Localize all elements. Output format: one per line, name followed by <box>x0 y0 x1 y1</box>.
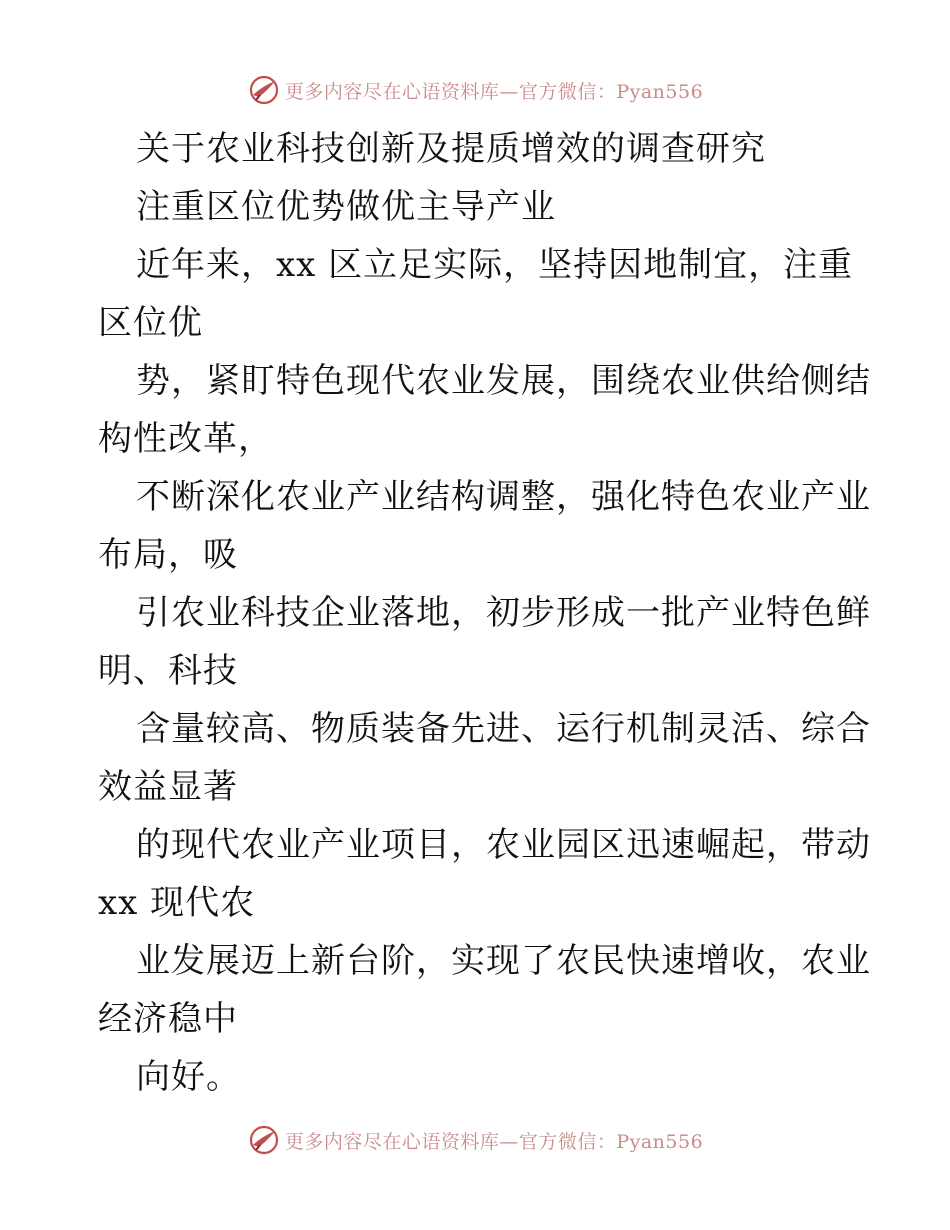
paragraph-line: 区位优 <box>98 303 203 343</box>
paragraph-line: 含量较高、物质装备先进、运行机制灵活、综合 <box>136 709 871 749</box>
paragraph-line: 近年来，xx 区立足实际，坚持因地制宜，注重 <box>136 245 854 285</box>
paragraph-line: 的现代农业产业项目，农业园区迅速崛起，带动 <box>136 825 871 865</box>
section-heading: 注重区位优势做优主导产业 <box>136 187 556 227</box>
paragraph-line: xx 现代农 <box>98 883 256 923</box>
paragraph-line: 构性改革， <box>98 419 273 459</box>
paragraph-line: 业发展迈上新台阶，实现了农民快速增收，农业 <box>136 941 871 981</box>
document-title: 关于农业科技创新及提质增效的调查研究 <box>136 129 766 169</box>
paragraph-line: 引农业科技企业落地，初步形成一批产业特色鲜 <box>136 593 871 633</box>
footer-banner-text: 更多内容尽在心语资料库—官方微信：Pyan556 <box>284 1130 704 1153</box>
paragraph-line: 布局，吸 <box>98 535 238 575</box>
quill-logo-icon <box>247 1123 281 1157</box>
header-banner <box>0 70 950 110</box>
paragraph-line: 势，紧盯特色现代农业发展，围绕农业供给侧结 <box>136 361 871 401</box>
paragraph-line: 效益显著 <box>98 767 238 807</box>
footer-banner <box>0 1120 950 1160</box>
paragraph-line: 向好。 <box>136 1057 241 1097</box>
document-body <box>98 120 871 1106</box>
header-banner-text: 更多内容尽在心语资料库—官方微信：Pyan556 <box>284 80 704 103</box>
quill-logo-icon <box>247 73 281 107</box>
paragraph-line: 明、科技 <box>98 651 238 691</box>
paragraph-line: 不断深化农业产业结构调整，强化特色农业产业 <box>136 477 871 517</box>
paragraph-line: 经济稳中 <box>98 999 238 1039</box>
